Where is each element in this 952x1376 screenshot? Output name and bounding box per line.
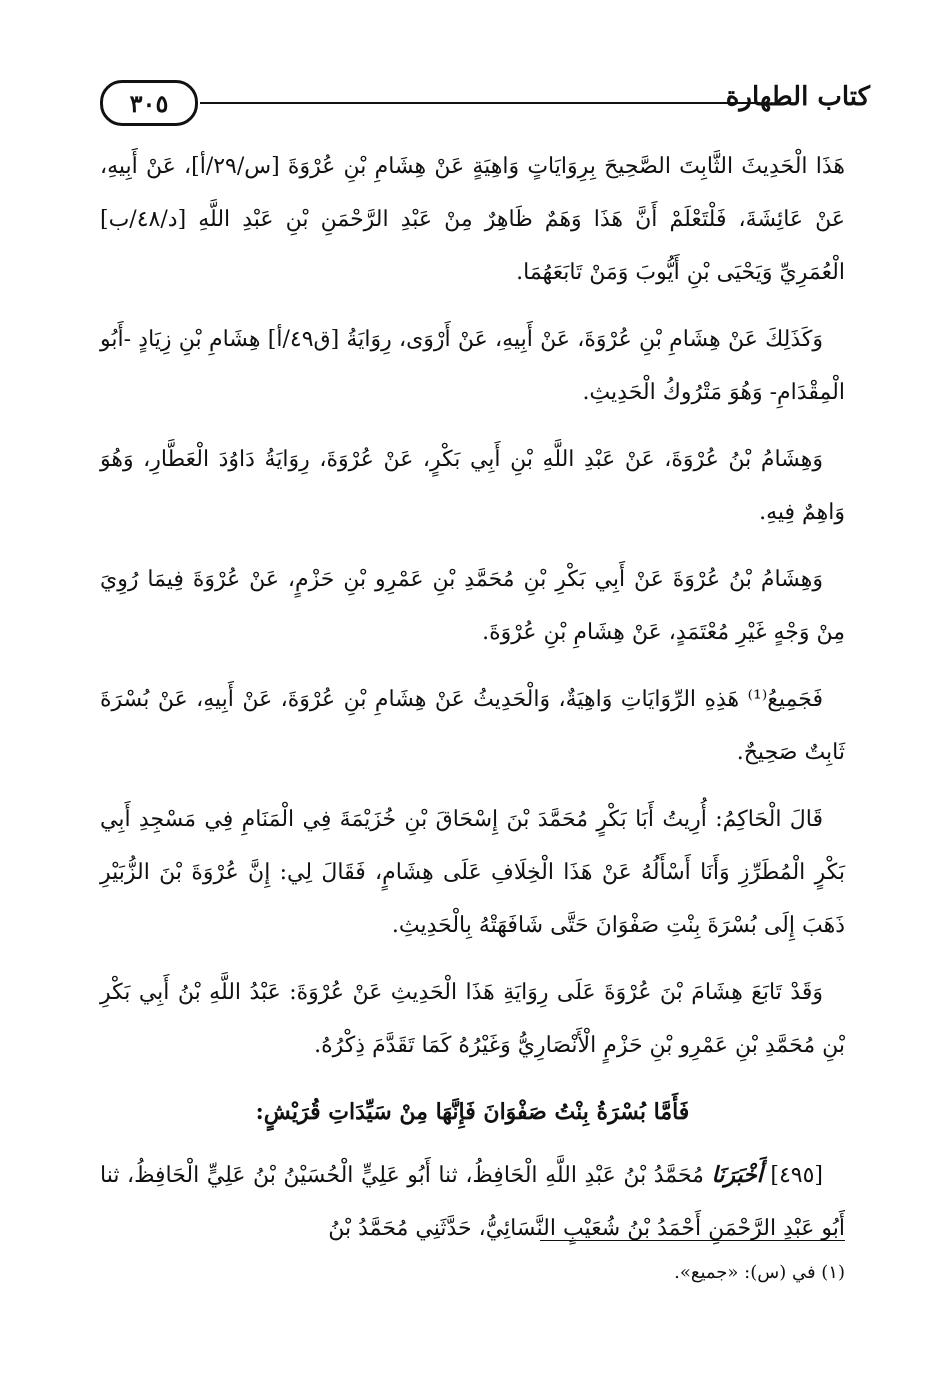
main-text <box>100 140 845 1269</box>
footnote: (١) في (س): «جميع». <box>674 1262 845 1283</box>
hadith-text: مُحَمَّدُ بْنُ عَبْدِ اللَّهِ الْحَافِظُ، ثنا أَبُو عَلِيٍّ الْحُسَيْنُ بْنُ عَلِيٍّ الْحَافِظُ، ثنا أَبُو عَبْدِ الرَّحْمَنِ أَحْمَدُ بْنُ شُعَيْبٍ النَّسَائِيُّ، حَدَّثَنِي مُحَمَّدُ بْنُ <box>100 1163 845 1241</box>
paragraph: وَهِشَامُ بْنُ عُرْوَةَ، عَنْ عَبْدِ اللَّهِ بْنِ أَبِي بَكْرٍ، عَنْ عُرْوَةَ، رِوَايَةُ دَاوُدَ الْعَطَّارِ، وَهُوَ وَاهِمٌ فِيهِ. <box>100 447 845 525</box>
book-title: كتاب الطهارة <box>725 82 870 112</box>
page-header <box>100 80 870 128</box>
hadith-akhbarana: أَخْبَرَنَا <box>711 1162 763 1188</box>
paragraph: وَهِشَامُ بْنُ عُرْوَةَ عَنْ أَبِي بَكْرِ بْنِ مُحَمَّدِ بْنِ عَمْرِو بْنِ حَزْمٍ، عَنْ عُرْوَةَ فِيمَا رُوِيَ مِنْ وَجْهٍ غَيْرِ مُعْتَمَدٍ، عَنْ هِشَامِ بْنِ عُرْوَةَ. <box>100 567 845 645</box>
paragraph: وَقَدْ تَابَعَ هِشَامَ بْنَ عُرْوَةَ عَلَى رِوَايَةِ هَذَا الْحَدِيثِ عَنْ عُرْوَةَ: عَبْدُ اللَّهِ بْنُ أَبِي بَكْرِ بْنِ مُحَمَّدِ بْنِ عَمْرِو بْنِ حَزْمٍ الْأَنْصَارِيُّ وَغَيْرُهُ كَمَا تَقَدَّمَ ذِكْرُهُ. <box>100 980 845 1058</box>
page-number: ٣٠٥ <box>100 80 198 126</box>
paragraph: وَكَذَلِكَ عَنْ هِشَامِ بْنِ عُرْوَةَ، عَنْ أَبِيهِ، عَنْ أَرْوَى، رِوَايَةُ [ق٤٩/أ] هِشَامِ بْنِ زِيَادٍ -أَبُو الْمِقْدَامِ- وَهُوَ مَتْرُوكُ الْحَدِيثِ. <box>100 327 845 405</box>
footnote-rule <box>540 1240 845 1241</box>
paragraph: قَالَ الْحَاكِمُ: أُرِيتُ أَبَا بَكْرٍ مُحَمَّدَ بْنَ إِسْحَاقَ بْنِ خُزَيْمَةَ فِي الْمَنَامِ فِي مَسْجِدِ أَبِي بَكْرٍ الْمُطَرِّزِ وَأَنَا أَسْأَلُهُ عَنْ هَذَا الْخِلَافِ عَلَى هِشَامٍ، فَقَالَ لِي: إِنَّ عُرْوَةَ بْنَ الزُّبَيْرِ ذَهَبَ إِلَى بُسْرَةَ بِنْتِ صَفْوَانَ حَتَّى شَافَهَتْهُ بِالْحَدِيثِ. <box>100 807 845 938</box>
paragraph: فَجَمِيعُ⁽¹⁾ هَذِهِ الرِّوَايَاتِ وَاهِيَةٌ، وَالْحَدِيثُ عَنْ هِشَامِ بْنِ عُرْوَةَ، عَنْ أَبِيهِ، عَنْ بُسْرَةَ ثَابِتٌ صَحِيحٌ. <box>100 687 845 765</box>
section-heading: فَأَمَّا بُسْرَةُ بِنْتُ صَفْوَانَ فَإِنَّهَا مِنْ سَيِّدَاتِ قُرَيْشٍ: <box>255 1099 690 1125</box>
paragraph: هَذَا الْحَدِيثَ الثَّابِتَ الصَّحِيحَ بِرِوَايَاتٍ وَاهِيَةٍ عَنْ هِشَامِ بْنِ عُرْوَةَ [س/٢٩/أ]، عَنْ أَبِيهِ، عَنْ عَائِشَةَ، فَلْتَعْلَمْ أَنَّ هَذَا وَهَمٌ ظَاهِرٌ مِنْ عَبْدِ الرَّحْمَنِ بْنِ عَبْدِ اللَّهِ [د/٤٨/ب] الْعُمَرِيِّ وَيَحْيَى بْنِ أَيُّوبَ وَمَنْ تَابَعَهُمَا. <box>100 154 845 285</box>
hadith-number: [٤٩٥] <box>770 1163 824 1188</box>
header-rule <box>200 102 760 104</box>
